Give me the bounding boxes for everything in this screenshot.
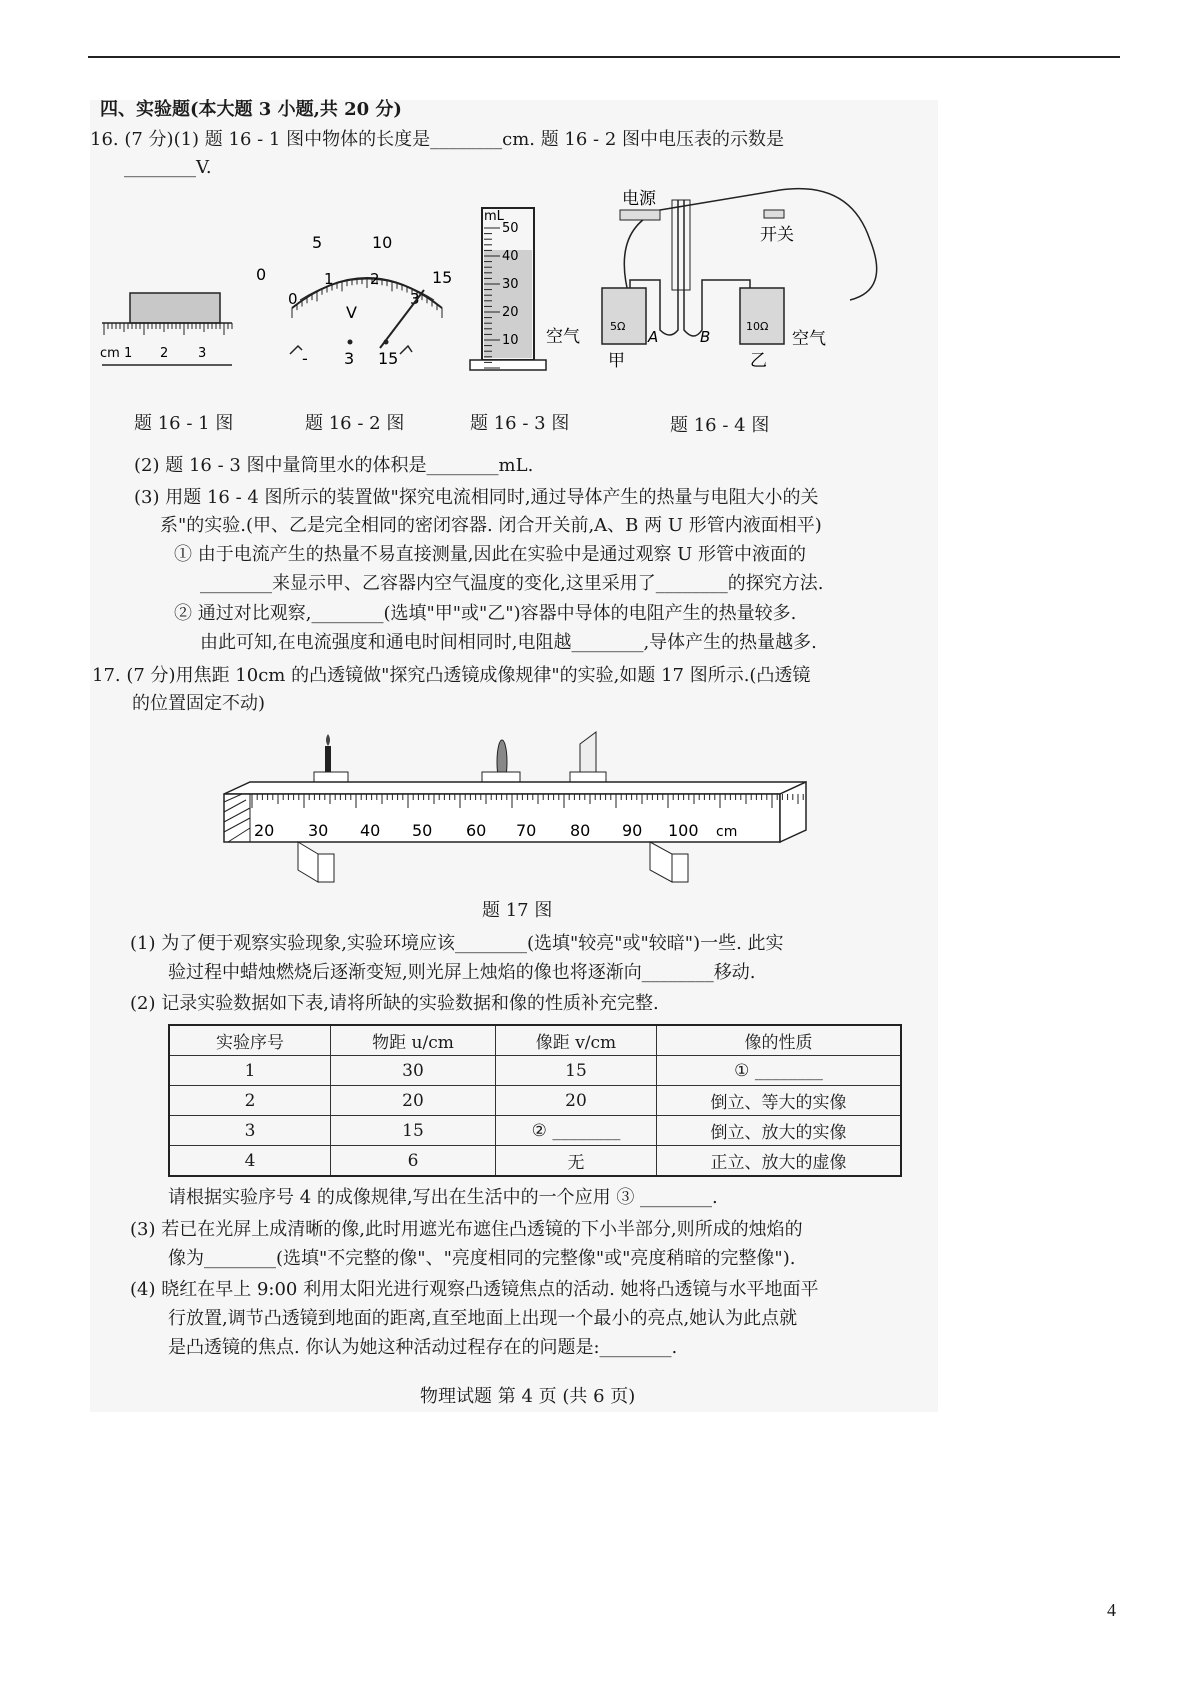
dial-lower-label: 1 — [324, 270, 334, 288]
table-cell: 2 — [169, 1086, 331, 1116]
cylinder-mark: 40 — [502, 249, 519, 264]
ruler-figure — [98, 285, 238, 375]
table-cell: 1 — [169, 1056, 331, 1086]
dial-lower-label: 2 — [370, 270, 380, 288]
cylinder-unit: mL — [484, 209, 504, 224]
q16-part3-1a: ① 由于电流产生的热量不易直接测量,因此在实验中是通过观察 U 形管中液面的 — [174, 544, 807, 565]
switch-label: 开关 — [760, 225, 794, 245]
table-cell: 无 — [496, 1146, 657, 1177]
bench-label: 100 — [668, 821, 699, 840]
candle-flame — [326, 734, 330, 746]
ruler-ticks — [104, 323, 232, 335]
q17-part2: (2) 记录实验数据如下表,请将所缺的实验数据和像的性质补充完整. — [130, 993, 659, 1014]
dial-zero-label: 0 — [256, 265, 267, 284]
dial-lower-label: 0 — [288, 290, 298, 308]
bench-label: 20 — [254, 821, 275, 840]
bench-label: 80 — [570, 821, 591, 840]
bench-label: 50 — [412, 821, 433, 840]
table-row — [169, 1056, 901, 1086]
q16-part3-2b: 由此可知,在电流强度和通电时间相同时,电阻越________,导体产生的热量越多. — [200, 632, 817, 653]
figure-caption-17: 题 17 图 — [482, 900, 553, 921]
q17-part4c: 是凸透镜的焦点. 你认为她这种活动过程存在的问题是:________. — [168, 1337, 678, 1358]
q16-part3-2a: ② 通过对比观察,________(选填"甲"或"乙")容器中导体的电阻产生的热量较多. — [174, 603, 797, 624]
cylinder-mark: 20 — [502, 305, 519, 320]
table-row — [169, 1116, 901, 1146]
dial-lower-label: 3 — [410, 290, 420, 308]
q17-part4a: (4) 晓红在早上 9:00 利用太阳光进行观察凸透镜焦点的活动. 她将凸透镜与水平地面平 — [130, 1279, 819, 1300]
q17-part3b: 像为________(选填"不完整的像"、"亮度相同的完整像"或"亮度稍暗的完整像"). — [168, 1248, 796, 1269]
q17-part4b: 行放置,调节凸透镜到地面的距离,直至地面上出现一个最小的亮点,她认为此点就 — [168, 1308, 798, 1329]
q16-part3-line2: 系"的实验.(甲、乙是完全相同的密闭容器. 闭合开关前,A、B 两 U 形管内液面相平) — [160, 515, 822, 536]
q17-line2: 的位置固定不动) — [132, 693, 266, 714]
q16-line1: 16. (7 分)(1) 题 16 - 1 图中物体的长度是________cm. 题 16 - 2 图中电压表的示数是 — [90, 129, 785, 150]
bench-label: 70 — [516, 821, 537, 840]
joule-heating-apparatus — [546, 180, 910, 390]
power-label: 电源 — [622, 189, 656, 209]
terminal-label: 3 — [344, 349, 355, 368]
table-cell: 倒立、放大的实像 — [657, 1116, 902, 1146]
q16-part2: (2) 题 16 - 3 图中量筒里水的体积是________mL. — [134, 455, 534, 476]
voltmeter-unit: V — [346, 303, 357, 322]
section-title: 四、实验题(本大题 3 小题,共 20 分) — [100, 99, 402, 120]
dial-upper-label: 5 — [312, 233, 323, 252]
experiment-data-table — [168, 1024, 902, 1177]
terminal-label: - — [302, 349, 308, 368]
ruler-label: 2 — [160, 346, 169, 361]
resistor-right: 10Ω — [746, 320, 769, 333]
cylinder-mark: 30 — [502, 277, 519, 292]
page-number: 4 — [1107, 1600, 1116, 1620]
container-label-yi: 乙 — [750, 351, 767, 371]
u-tube-a: A — [648, 328, 659, 346]
table-cell: 6 — [331, 1146, 496, 1177]
container-label-jia: 甲 — [608, 351, 625, 371]
q17-part1b: 验过程中蜡烛燃烧后逐渐变短,则光屏上烛焰的像也将逐渐向________移动. — [168, 962, 756, 983]
q17-part3a: (3) 若已在光屏上成清晰的像,此时用遮光布遮住凸透镜的下小半部分,则所成的烛焰的 — [130, 1219, 803, 1240]
cylinder-mark: 50 — [502, 221, 519, 236]
q16-line2: ________V. — [124, 157, 212, 178]
resistor-left: 5Ω — [610, 320, 626, 333]
q16-part3-line1: (3) 用题 16 - 4 图所示的装置做"探究电流相同时,通过导体产生的热量与电阻大小的关 — [134, 487, 819, 508]
bench-label: 60 — [466, 821, 487, 840]
bench-label: 40 — [360, 821, 381, 840]
table-cell: 15 — [331, 1116, 496, 1146]
figure-caption: 题 16 - 1 图 — [134, 413, 234, 434]
table-header: 像的性质 — [657, 1025, 902, 1056]
cylinder-figure — [470, 202, 580, 382]
table-header: 像距 v/cm — [496, 1025, 657, 1056]
q16-part3-1b: ________来显示甲、乙容器内空气温度的变化,这里采用了________的探究方法. — [200, 573, 824, 594]
table-header: 物距 u/cm — [331, 1025, 496, 1056]
q17-part1a: (1) 为了便于观察实验现象,实验环境应该________(选填"较亮"或"较暗")一些. 此实 — [130, 933, 784, 954]
dial-upper-label: 15 — [432, 268, 453, 287]
table-cell: 20 — [496, 1086, 657, 1116]
cylinder-mark: 10 — [502, 333, 519, 348]
q17-line1: 17. (7 分)用焦距 10cm 的凸透镜做"探究凸透镜成像规律"的实验,如题 17 图所示.(凸透镜 — [92, 665, 811, 686]
dial-upper-label: 10 — [372, 233, 393, 252]
power-source — [620, 210, 660, 220]
ruler-label: 3 — [198, 346, 207, 361]
table-row — [169, 1086, 901, 1116]
terminal-label: 15 — [378, 349, 399, 368]
table-cell: 20 — [331, 1086, 496, 1116]
u-tube-b: B — [700, 328, 711, 346]
container-yi — [740, 288, 784, 344]
air-label-right: 空气 — [792, 329, 826, 349]
figure-caption: 题 16 - 4 图 — [670, 415, 770, 436]
table-cell: 30 — [331, 1056, 496, 1086]
switch — [764, 210, 784, 218]
table-cell: 15 — [496, 1056, 657, 1086]
table-cell: 正立、放大的虚像 — [657, 1146, 902, 1177]
figure-caption: 题 16 - 2 图 — [305, 413, 405, 434]
table-header: 实验序号 — [169, 1025, 331, 1056]
header-rule — [88, 56, 1120, 58]
bench-label: 30 — [308, 821, 329, 840]
page-footer: 物理试题 第 4 页 (共 6 页) — [420, 1386, 636, 1407]
table-cell: ① ________ — [657, 1056, 902, 1086]
voltmeter-figure — [256, 228, 472, 378]
bench-unit: cm — [716, 824, 738, 840]
container-jia — [602, 288, 646, 344]
q17-after-table: 请根据实验序号 4 的成像规律,写出在生活中的一个应用 ③ ________. — [168, 1187, 718, 1208]
dial-needle — [380, 290, 424, 348]
table-cell: 4 — [169, 1146, 331, 1177]
ruler-label: cm 1 — [100, 346, 133, 361]
optical-bench-figure — [220, 732, 810, 912]
measured-block — [130, 293, 220, 323]
table-row — [169, 1146, 901, 1177]
figure-caption: 题 16 - 3 图 — [470, 413, 570, 434]
table-cell: ② ________ — [496, 1116, 657, 1146]
table-header-row — [169, 1025, 901, 1056]
table-cell: 倒立、等大的实像 — [657, 1086, 902, 1116]
bench-label: 90 — [622, 821, 643, 840]
table-cell: 3 — [169, 1116, 331, 1146]
air-label-left: 空气 — [546, 327, 580, 347]
